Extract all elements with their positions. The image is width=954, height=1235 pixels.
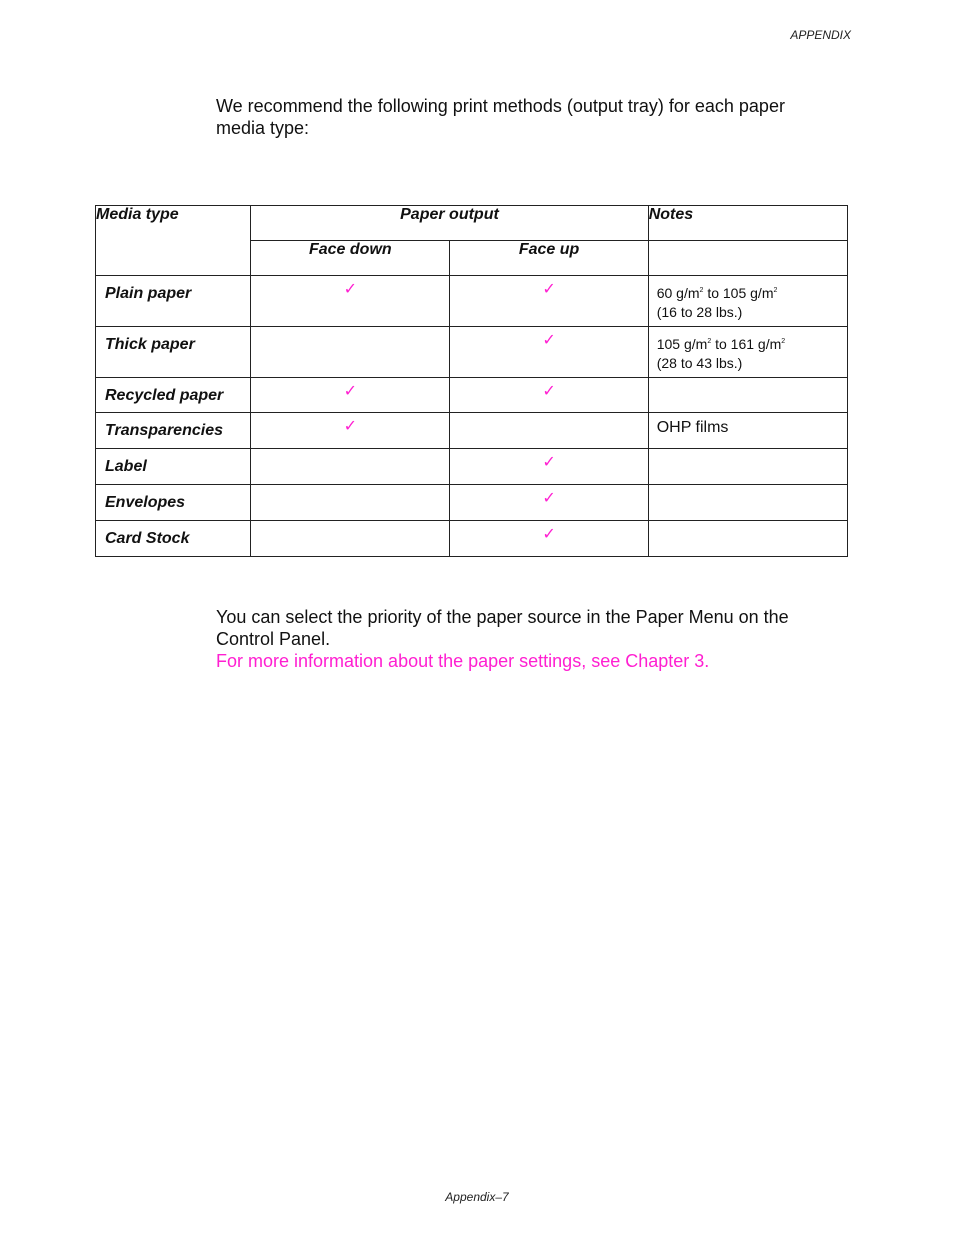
empty-cell <box>450 413 648 449</box>
empty-cell <box>648 521 847 557</box>
check-icon: ✓ <box>450 485 648 521</box>
media-name: Envelopes <box>96 485 251 521</box>
empty-cell <box>648 449 847 485</box>
media-name: Card Stock <box>96 521 251 557</box>
check-icon: ✓ <box>450 327 648 378</box>
empty-cell <box>648 485 847 521</box>
empty-cell <box>251 449 450 485</box>
table-row <box>96 413 848 449</box>
empty-cell <box>251 521 450 557</box>
header-face-down: Face down <box>251 241 450 276</box>
table-row <box>96 485 848 521</box>
header-media-type: Media type <box>96 206 251 276</box>
media-note: 105 $g/m^2$ to 161 $g/m^2$ (28 to 43 lbs.) <box>648 327 847 378</box>
check-icon: ✓ <box>251 276 450 327</box>
table-row <box>96 378 848 413</box>
media-name: Recycled paper <box>96 378 251 413</box>
check-icon: ✓ <box>450 378 648 413</box>
check-icon: ✓ <box>450 276 648 327</box>
empty-cell <box>251 327 450 378</box>
priority-text: You can select the priority of the paper source in the Paper Menu on the Control Panel. <box>216 607 789 649</box>
table-row <box>96 449 848 485</box>
page-number: Appendix–7 <box>445 1190 509 1204</box>
table-row <box>96 276 848 327</box>
media-type-table <box>95 205 848 557</box>
chapter-3-link[interactable]: For more information about the paper settings, see Chapter 3. <box>216 651 710 671</box>
media-name: Transparencies <box>96 413 251 449</box>
header-paper-output: Paper output <box>251 206 649 241</box>
media-name: Label <box>96 449 251 485</box>
check-icon: ✓ <box>450 449 648 485</box>
check-icon: ✓ <box>450 521 648 557</box>
header-notes-blank <box>648 241 847 276</box>
intro-paragraph: We recommend the following print methods (output tray) for each paper media type: <box>216 96 785 138</box>
header-notes: Notes <box>648 206 847 241</box>
check-icon: ✓ <box>251 413 450 449</box>
media-name: Thick paper <box>96 327 251 378</box>
table-row <box>96 521 848 557</box>
media-note: 60 $g/m^2$ to 105 $g/m^2$ (16 to 28 lbs.) <box>648 276 847 327</box>
media-note: OHP films <box>648 413 847 449</box>
table-row <box>96 327 848 378</box>
priority-paragraph <box>216 606 836 672</box>
header-face-up: Face up <box>450 241 648 276</box>
check-icon: ✓ <box>251 378 450 413</box>
empty-cell <box>251 485 450 521</box>
media-name: Plain paper <box>96 276 251 327</box>
empty-cell <box>648 378 847 413</box>
page-header-section: APPENDIX <box>790 28 851 42</box>
